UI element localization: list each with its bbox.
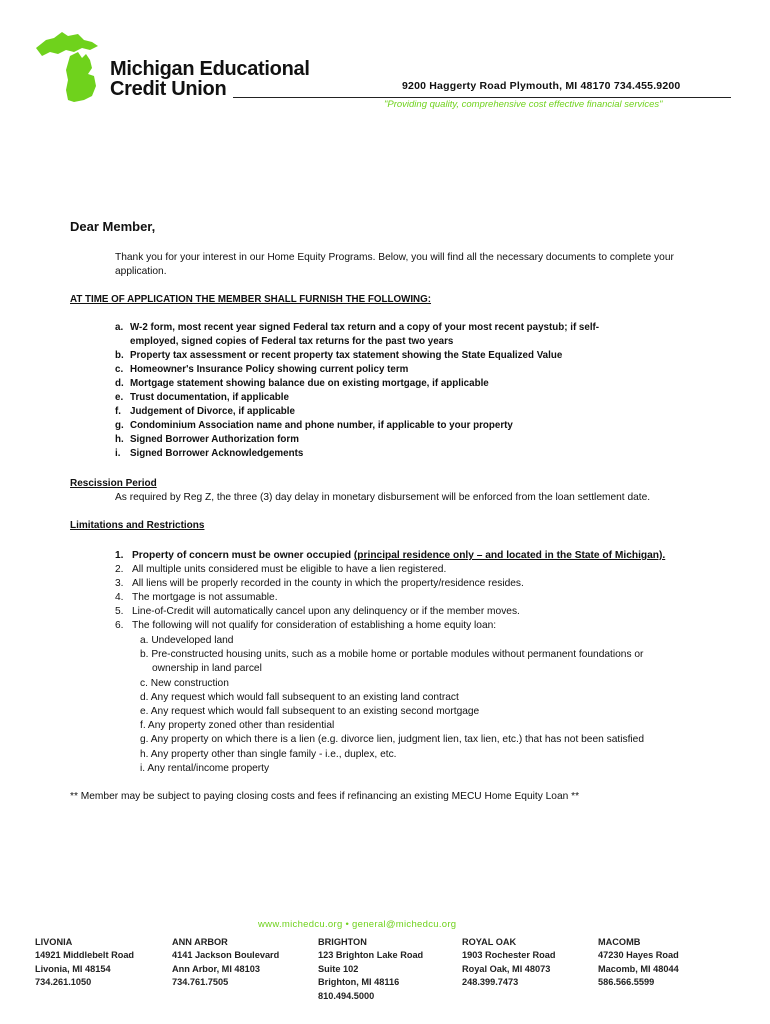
limitation-item xyxy=(115,605,675,619)
requirement-text: Property tax assessment or recent property tax statement showing the State Equalized Value xyxy=(130,350,563,361)
item-marker: h. xyxy=(115,434,124,445)
branch-line: 123 Brighton Lake Road xyxy=(318,950,424,961)
branch-phone: 248.399.7473 xyxy=(462,977,519,988)
header-divider xyxy=(233,97,731,98)
item-marker: d. xyxy=(115,378,124,389)
branch-brighton xyxy=(318,936,423,1003)
branch-line: Brighton, MI 48116 xyxy=(318,977,400,988)
item-marker: f. xyxy=(115,406,121,417)
branch-name: ANN ARBOR xyxy=(172,937,228,947)
limitation-item xyxy=(115,549,675,563)
item-marker: c. xyxy=(115,364,124,375)
requirement-text: Judgement of Divorce, if applicable xyxy=(130,406,295,417)
requirement-text: Homeowner's Insurance Policy showing current policy term xyxy=(130,364,409,375)
limitations-title: Limitations and Restrictions xyxy=(70,520,205,531)
limitation-item xyxy=(115,563,675,577)
michigan-map-icon xyxy=(32,30,112,109)
branch-ann-arbor xyxy=(172,936,279,990)
org-name-line2: Credit Union xyxy=(110,78,227,100)
branch-line: Livonia, MI 48154 xyxy=(35,963,111,974)
limitation-item xyxy=(115,577,675,591)
limitation-text: Line-of-Credit will automatically cancel upon any delinquency or if the member moves. xyxy=(132,606,520,617)
branch-line: 47230 Hayes Road xyxy=(598,950,679,961)
non-qualifying-list xyxy=(140,634,680,776)
item-marker: 3. xyxy=(115,578,124,589)
requirement-text: Signed Borrower Authorization form xyxy=(130,434,299,445)
header-address: 9200 Haggerty Road Plymouth, MI 48170 734.455.9200 xyxy=(402,80,681,92)
requirement-item xyxy=(115,321,615,349)
branch-line: 14921 Middlebelt Road xyxy=(35,950,135,961)
branch-phone: 586.566.5599 xyxy=(598,977,655,988)
limitation-text: All liens will be properly recorded in the county in which the property/residence resides. xyxy=(132,578,524,589)
item-marker: 2. xyxy=(115,564,124,575)
greeting: Dear Member, xyxy=(70,219,156,234)
branch-line: Suite 102 xyxy=(318,963,359,974)
item-marker: 1. xyxy=(115,550,124,561)
non-qualifying-item: c. New construction xyxy=(140,677,229,689)
item-marker: e. xyxy=(115,392,124,403)
branch-line: 4141 Jackson Boulevard xyxy=(172,950,280,961)
limitation-text: The mortgage is not assumable. xyxy=(132,592,278,603)
requirement-item xyxy=(115,391,615,405)
requirement-item xyxy=(115,405,615,419)
header-tagline: "Providing quality, comprehensive cost effective financial services" xyxy=(384,99,663,110)
branch-name: LIVONIA xyxy=(35,937,73,947)
branch-line: Macomb, MI 48044 xyxy=(598,963,679,974)
branch-livonia xyxy=(35,936,134,990)
requirement-text: Condominium Association name and phone number, if applicable to your property xyxy=(130,420,513,431)
limitation-item xyxy=(115,619,675,633)
requirement-text: Mortgage statement showing balance due on existing mortgage, if applicable xyxy=(130,378,489,389)
item-marker: i. xyxy=(115,448,121,459)
item-marker: 5. xyxy=(115,606,124,617)
requirements-list xyxy=(115,321,615,461)
non-qualifying-item: h. Any property other than single family - i.e., duplex, etc. xyxy=(140,748,397,760)
branch-royal-oak xyxy=(462,936,555,990)
branch-name: MACOMB xyxy=(598,937,641,947)
non-qualifying-item: i. Any rental/income property xyxy=(140,762,270,774)
limitations-list xyxy=(115,549,675,633)
intro-paragraph: Thank you for your interest in our Home Equity Programs. Below, you will find all the necessary documents to complete your application. xyxy=(115,252,674,277)
limitation-text: Property of concern must be owner occupied xyxy=(132,550,354,561)
rescission-title: Rescission Period xyxy=(70,478,157,489)
requirement-item xyxy=(115,377,615,391)
branch-line: Royal Oak, MI 48073 xyxy=(462,963,551,974)
branch-line: Ann Arbor, MI 48103 xyxy=(172,963,260,974)
limitation-emphasis: (principal residence only – and located in the State of Michigan). xyxy=(353,550,666,561)
non-qualifying-item: d. Any request which would fall subsequent to an existing land contract xyxy=(140,691,459,703)
limitation-text: The following will not qualify for consideration of establishing a home equity loan: xyxy=(132,620,497,631)
requirement-item xyxy=(115,349,615,363)
item-marker: 6. xyxy=(115,620,124,631)
branch-phone: 734.261.1050 xyxy=(35,977,92,988)
requirement-text: W-2 form, most recent year signed Federal tax return and a copy of your most recent paystub; if self-employed, signed copies of Federal tax returns for the past two years xyxy=(130,322,600,347)
requirement-text: Signed Borrower Acknowledgements xyxy=(130,448,304,459)
non-qualifying-item: a. Undeveloped land xyxy=(140,635,234,646)
requirement-item xyxy=(115,433,615,447)
closing-note: ** Member may be subject to paying closing costs and fees if refinancing an existing MECU Home Equity Loan ** xyxy=(70,791,580,802)
requirement-item xyxy=(115,419,615,433)
non-qualifying-item: f. Any property zoned other than residential xyxy=(140,720,335,732)
branch-name: ROYAL OAK xyxy=(462,937,517,947)
non-qualifying-item: g. Any property on which there is a lien (e.g. divorce lien, judgment lien, tax lien, etc.) that has not been satisfied xyxy=(140,734,644,746)
branch-phone: 810.494.5000 xyxy=(318,990,375,1001)
rescission-text: As required by Reg Z, the three (3) day delay in monetary disbursement will be enforced from the loan settlement date. xyxy=(115,492,651,503)
item-marker: b. xyxy=(115,350,124,361)
requirement-item xyxy=(115,447,615,461)
requirement-text: Trust documentation, if applicable xyxy=(130,392,289,403)
footer-contact: www.michedcu.org • general@michedcu.org xyxy=(258,919,457,930)
branch-phone: 734.761.7505 xyxy=(172,977,229,988)
non-qualifying-item: e. Any request which would fall subsequent to an existing second mortgage xyxy=(140,706,480,718)
non-qualifying-item: b. Pre-constructed housing units, such as a mobile home or portable modules without permanent foundations or ownership in land parcel xyxy=(140,649,644,675)
limitation-item xyxy=(115,591,675,605)
item-marker: 4. xyxy=(115,592,124,603)
limitation-text: All multiple units considered must be eligible to have a lien registered. xyxy=(132,564,447,575)
furnish-heading: AT TIME OF APPLICATION THE MEMBER SHALL FURNISH THE FOLLOWING: xyxy=(70,294,432,305)
branch-name: BRIGHTON xyxy=(318,937,367,947)
org-name-line1: Michigan Educational xyxy=(110,58,310,80)
requirement-item xyxy=(115,363,615,377)
item-marker: g. xyxy=(115,420,124,431)
item-marker: a. xyxy=(115,322,124,333)
branch-line: 1903 Rochester Road xyxy=(462,950,556,961)
branch-macomb xyxy=(598,936,679,990)
